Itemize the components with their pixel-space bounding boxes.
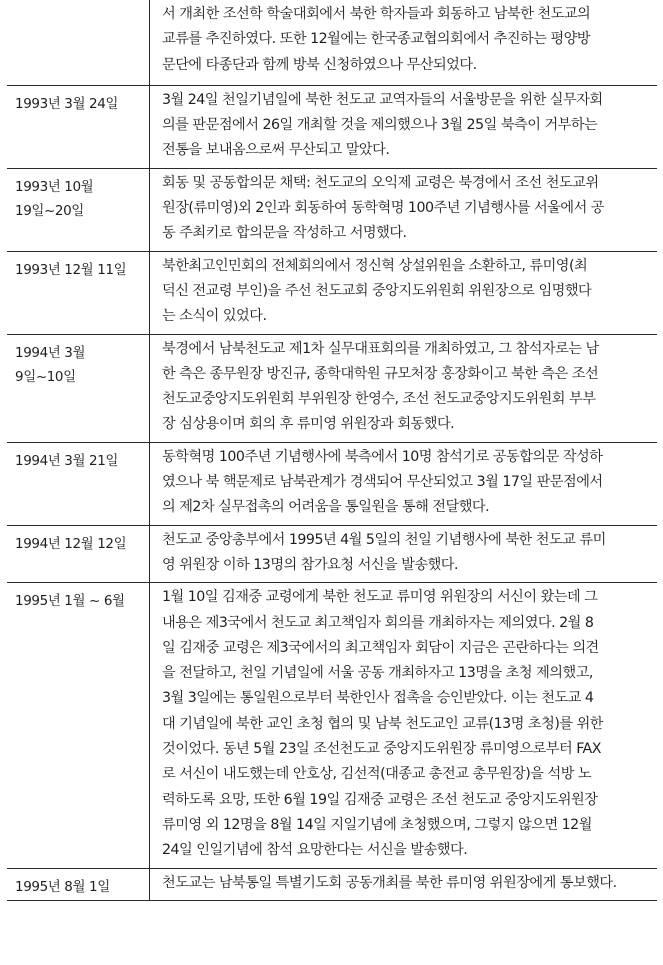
table-row — [7, 525, 657, 583]
description-line: 였으나 북 핵문제로 남북관계가 경색되어 무산되었고 3월 17일 판문점에서 — [162, 474, 603, 491]
description-line: 3월 3일에는 통일원으로부터 북한인사 접촉을 승인받았다. 이는 천도교 4 — [162, 690, 594, 707]
table-row — [7, 442, 657, 525]
description-cell — [150, 334, 658, 442]
description-line: 천도교중앙지도위원회 부위원장 한영수, 조선 천도교중앙지도위원회 부부 — [162, 391, 596, 408]
description-line: 의 제2차 실무접촉의 어려움을 통일원을 통해 전달했다. — [162, 499, 490, 516]
date-text: 1993년 3월 24일 — [15, 95, 119, 112]
chronology-table-body — [7, 0, 657, 900]
description-line: 회동 및 공동합의문 채택: 천도교의 오익제 교령은 북경에서 조선 천도교위 — [162, 174, 599, 191]
description-line: 것이었다. 동년 5월 23일 조선천도교 중앙지도위원장 류미영으로부터 FAX — [162, 741, 601, 758]
table-row — [7, 583, 657, 868]
description-line: 한 측은 종무원장 방진규, 종학대학원 규모처장 홍장화이고 북한 측은 조선 — [162, 365, 599, 382]
date-cell — [7, 525, 150, 583]
date-text: 1994년 3월 21일 — [15, 452, 119, 469]
table-row — [7, 251, 657, 334]
description-cell — [150, 0, 658, 85]
description-line: 교류를 추진하였다. 또한 12월에는 한국종교협의회에서 추진하는 평양방 — [162, 31, 591, 48]
date-text: 1995년 8월 1일 — [15, 878, 110, 895]
description-cell — [150, 251, 658, 334]
description-cell — [150, 868, 658, 900]
date-text: 1995년 1월 ~ 6월 — [15, 593, 125, 610]
description-line: 문단에 타종단과 함께 방북 신청하였으나 무산되었다. — [162, 56, 477, 73]
description-line: 원장(류미영)외 2인과 회동하여 동학혁명 100주년 기념행사를 서울에서 공 — [162, 200, 604, 217]
date-text: 1994년 12월 12일 — [15, 535, 127, 552]
description-line: 천도교는 남북통일 특별기도회 공동개최를 북한 류미영 위원장에게 통보했다. — [162, 874, 617, 891]
description-line: 동 주최키로 합의문을 작성하고 서명했다. — [162, 225, 407, 242]
description-line: 북경에서 남북천도교 제1차 실무대표회의를 개최하였고, 그 참석자로는 남 — [162, 340, 599, 357]
description-line: 서 개최한 조선학 학술대회에서 북한 학자들과 회동하고 남북한 천도교의 — [162, 6, 591, 22]
description-cell — [150, 583, 658, 868]
description-line: 대 기념일에 북한 교인 초청 협의 및 남북 천도교인 교류(13명 초청)를 위한 — [162, 715, 603, 732]
description-line: 1월 10일 김재중 교령에게 북한 천도교 류미영 위원장의 서신이 왔는데 그 — [162, 589, 598, 606]
date-cell — [7, 442, 150, 525]
description-cell — [150, 525, 658, 583]
description-cell — [150, 442, 658, 525]
description-cell — [150, 168, 658, 251]
description-line: 천도교 중앙총부에서 1995년 4월 5일의 천일 기념행사에 북한 천도교 류미 — [162, 531, 606, 548]
description-line: 덕신 전교령 부인)을 주선 천도교회 중앙지도위원회 위원장으로 임명했다 — [162, 282, 592, 299]
date-cell — [7, 168, 150, 251]
date-cell — [7, 0, 150, 85]
description-cell — [150, 85, 658, 168]
description-line: 영 위원장 이하 13명의 참가요청 서신을 발송했다. — [162, 556, 459, 573]
date-text: 1993년 10월 — [15, 178, 94, 195]
description-line: 는 소식이 있었다. — [162, 308, 267, 325]
date-cell — [7, 868, 150, 900]
table-row — [7, 85, 657, 168]
date-text: 1993년 12월 11일 — [15, 261, 127, 278]
date-text: 1994년 3월 — [15, 344, 86, 361]
table-row — [7, 868, 657, 900]
date-cell — [7, 251, 150, 334]
description-line: 동학혁명 100주년 기념행사에 북측에서 10명 참석기로 공동합의문 작성하 — [162, 448, 603, 465]
date-cell — [7, 334, 150, 442]
description-line: 력하도록 요망, 또한 6월 19일 김재중 교령은 조선 천도교 중앙지도위원장 — [162, 791, 598, 808]
description-line: 3월 24일 천일기념일에 북한 천도교 교역자들의 서울방문을 위한 실무자회 — [162, 91, 603, 108]
table-row — [7, 334, 657, 442]
description-line: 전통을 보내옴으로써 무산되고 말았다. — [162, 142, 390, 159]
description-line: 로 서신이 내도했는데 안호상, 김선적(대종교 총전교 총무원장)을 석방 노 — [162, 766, 592, 783]
description-line: 북한최고인민회의 전체회의에서 정신혁 상설위원을 소환하고, 류미영(최 — [162, 257, 588, 274]
description-line: 류미영 외 12명을 8월 14일 지일기념에 초청했으며, 그렇지 않으면 12월 — [162, 816, 592, 833]
description-line: 장 심상용이며 회의 후 류미영 위원장과 회동했다. — [162, 416, 455, 433]
date-text: 19일~20일 — [15, 202, 84, 219]
description-line: 을 전달하고, 천일 기념일에 서울 공동 개최하자고 13명을 초청 제의했고, — [162, 665, 593, 682]
date-cell — [7, 85, 150, 168]
description-line: 의를 판문점에서 26일 개최할 것을 제의했으나 3월 25일 북측이 거부하는 — [162, 117, 598, 134]
date-text: 9일~10일 — [15, 368, 76, 385]
description-line: 24일 인일기념에 참석 요망한다는 서신을 발송했다. — [162, 842, 468, 859]
chronology-table — [7, 0, 657, 901]
date-cell — [7, 583, 150, 868]
description-line: 내용은 제3국에서 천도교 최고책임자 회의를 개최하자는 제의였다. 2월 8 — [162, 614, 594, 631]
description-line: 일 김재중 교령은 제3국에서의 최고책임자 회담이 지금은 곤란하다는 의견 — [162, 639, 599, 656]
table-row — [7, 0, 657, 85]
table-row — [7, 168, 657, 251]
